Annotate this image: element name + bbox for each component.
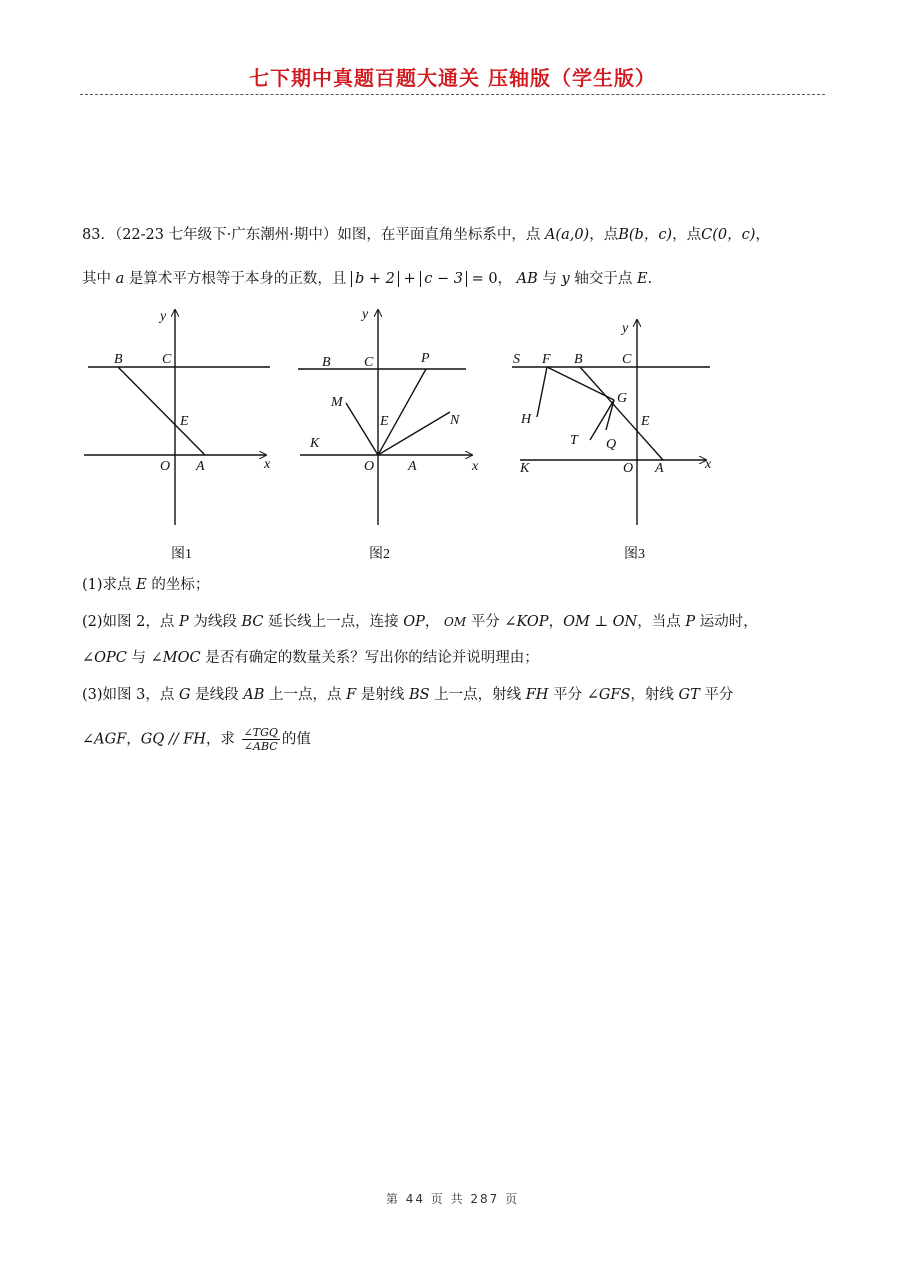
fig1-caption: 图1	[171, 547, 192, 562]
fig2-ray-ON	[378, 412, 450, 455]
part-2-line-1	[82, 611, 758, 633]
fraction-numerator: ∠TGQ	[243, 726, 278, 739]
stem-text: 轴交于点	[574, 271, 633, 287]
part3-text: 平分	[704, 687, 734, 703]
part-3-line-2	[82, 726, 311, 753]
fig3-label-C: C	[622, 352, 632, 367]
fig2-label-M: M	[331, 395, 343, 410]
fig3-segment-FG	[547, 367, 614, 400]
equals-zero: = 0	[471, 271, 498, 287]
header-divider	[80, 94, 825, 95]
fig1-label-A: A	[196, 459, 205, 474]
fig1-label-y: y	[160, 309, 167, 324]
part3-text: ，求	[205, 731, 235, 748]
point-E: E	[636, 271, 648, 287]
perpendicular-OM-ON: OM ⊥ ON	[563, 614, 638, 630]
fig3-label-H: H	[521, 412, 532, 427]
fig3-label-T: T	[570, 433, 578, 448]
part-2-line-2	[82, 647, 539, 669]
part2-text: 延长线上一点，连接	[268, 614, 399, 630]
fig3-caption: 图3	[624, 547, 645, 562]
point-E: E	[136, 577, 147, 593]
point-P: P	[178, 614, 189, 630]
part3-text: 平分	[553, 687, 583, 703]
part2-text: 是否有确定的数量关系？写出你的结论并说明理由；	[205, 650, 539, 666]
fig3-ray-GQ	[606, 400, 614, 430]
fig2-label-C: C	[364, 355, 374, 370]
fig2-label-E: E	[380, 414, 389, 429]
segment-AB: AB	[243, 687, 265, 703]
fig1-label-E: E	[180, 414, 189, 429]
page-header-title: 七下期中真题百题大通关 压轴版（学生版）	[249, 66, 656, 90]
part3-text: ，射线	[630, 687, 674, 703]
stem-text: 如图，在平面直角坐标系中，点	[337, 227, 541, 243]
fig3-ray-GT	[590, 400, 614, 440]
fig2-label-O: O	[364, 459, 375, 474]
question-stem-line-1	[82, 224, 770, 246]
question-source: （22-23 七年级下·广东潮州·期中）	[114, 227, 338, 243]
point-F: F	[346, 687, 357, 703]
fig3-label-x: x	[705, 457, 712, 472]
figures-svg	[0, 300, 905, 590]
fig2-label-N: N	[450, 413, 460, 428]
page-footer: 第 44 页 共 287 页	[385, 1192, 520, 1206]
part-3-line-1	[82, 684, 733, 706]
stem-text: 是算术平方根等于本身的正数，且	[128, 271, 347, 287]
angle-OPC: ∠OPC	[82, 650, 127, 666]
fig1-label-C: C	[162, 352, 172, 367]
fig3-label-E: E	[641, 414, 650, 429]
stem-text: .	[647, 271, 653, 287]
part1-text: (1)求点	[82, 577, 132, 593]
point-A: A(a,0)	[544, 227, 590, 243]
abs-b-plus-2: b + 2	[351, 271, 399, 287]
point-G: G	[178, 687, 191, 703]
part2-text: (2)如图 2，点	[82, 614, 175, 630]
part3-text: 的值	[281, 731, 311, 748]
ray-BS: BS	[408, 687, 430, 703]
fig2-caption: 图2	[369, 547, 390, 562]
part2-text: ，当点	[637, 614, 681, 630]
ray-OM: OM	[443, 615, 467, 629]
fig3-label-F: F	[542, 352, 551, 367]
part2-text: 平分	[470, 614, 500, 630]
fig1-segment-AB	[118, 367, 205, 455]
angle-KOP: ∠KOP	[504, 614, 549, 630]
fig3-label-O: O	[623, 461, 634, 476]
segment-OP: OP	[403, 614, 425, 630]
ray-FH: FH	[525, 687, 549, 703]
point-P: P	[685, 614, 696, 630]
part3-text: 是射线	[360, 687, 405, 703]
fig3-label-K: K	[520, 461, 530, 476]
stem-text: 其中	[82, 271, 111, 287]
fig1-label-B: B	[114, 352, 123, 367]
fig3-label-B: B	[574, 352, 583, 367]
fig2-label-x: x	[472, 459, 479, 474]
question-stem-line-2	[82, 268, 652, 290]
fig2-label-P: P	[421, 351, 430, 366]
fig2-label-y: y	[362, 307, 369, 322]
fig3-label-y: y	[622, 321, 629, 336]
fig2-label-K: K	[310, 436, 320, 451]
point-B: B(b，c)	[618, 227, 673, 243]
fig2-label-B: B	[322, 355, 331, 370]
fig3-label-G: G	[617, 391, 628, 406]
angle-AGF: ∠AGF	[82, 731, 127, 748]
fig1-label-x: x	[264, 457, 271, 472]
fig2-ray-OP	[378, 369, 426, 455]
fig3-label-A: A	[655, 461, 664, 476]
plus-sign: +	[403, 271, 416, 287]
fig3-ray-FH	[537, 367, 547, 417]
stem-text: 与	[542, 271, 557, 287]
part1-text: 的坐标；	[151, 577, 210, 593]
ray-GT: GT	[678, 687, 700, 703]
segment-AB: AB	[516, 271, 538, 287]
abs-c-minus-3: c − 3	[420, 271, 467, 287]
var-a: a	[115, 271, 125, 287]
part3-text: 上一点，射线	[434, 687, 522, 703]
question-number: 83．	[82, 227, 115, 243]
part3-text: 上一点，点	[269, 687, 342, 703]
part2-text: ，	[424, 614, 440, 630]
fraction-denominator: ∠ABC	[243, 740, 278, 753]
stem-text: ，	[755, 227, 770, 243]
stem-text: ，点	[672, 227, 702, 243]
fraction-TGQ-over-ABC	[242, 726, 280, 753]
part2-text: ，	[548, 614, 564, 630]
fig2-label-A: A	[408, 459, 417, 474]
part3-text: ，	[126, 731, 141, 748]
part3-text: (3)如图 3，点	[82, 687, 175, 703]
segment-BC: BC	[241, 614, 264, 630]
fig3-label-S: S	[513, 352, 520, 367]
var-y: y	[561, 271, 570, 287]
part2-text: 为线段	[193, 614, 237, 630]
fig2-ray-OM	[346, 403, 378, 455]
part2-text: 与	[131, 650, 146, 666]
fig1-label-O: O	[160, 459, 171, 474]
stem-text: ，	[497, 271, 513, 287]
angle-MOC: ∠MOC	[150, 650, 201, 666]
point-C: C(0，c)	[701, 227, 756, 243]
part2-text: 运动时，	[699, 614, 758, 630]
parallel-GQ-FH: GQ // FH	[140, 731, 206, 748]
part3-text: 是线段	[195, 687, 239, 703]
fig3-label-Q: Q	[606, 437, 617, 452]
angle-GFS: ∠GFS	[586, 687, 631, 703]
figures-area	[0, 300, 905, 590]
fig3-segment-AB	[580, 367, 663, 460]
part-1	[82, 574, 209, 596]
stem-text: ，点	[589, 227, 619, 243]
